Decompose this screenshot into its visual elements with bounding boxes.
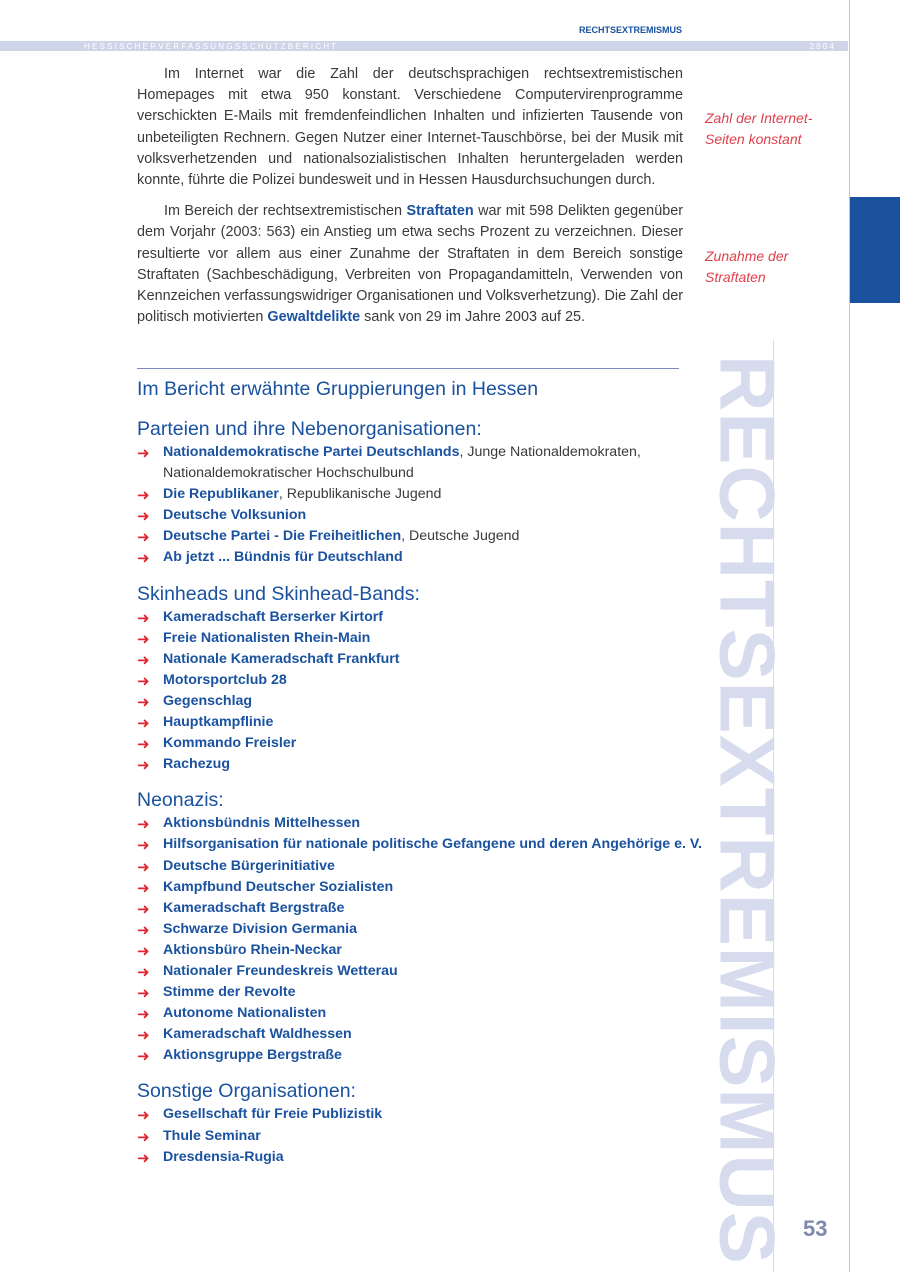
organization-name: Thule Seminar — [163, 1127, 261, 1144]
organization-extra: , Deutsche Jugend — [401, 528, 520, 545]
list-item — [137, 940, 737, 961]
header-year: 2 0 0 4 — [809, 41, 834, 51]
organization-name: Kameradschaft Berserker Kirtorf — [163, 608, 383, 625]
group-3 — [137, 1079, 737, 1167]
list-item — [137, 607, 737, 628]
organization-name: Deutsche Bürgerinitiative — [163, 857, 335, 874]
arrow-right-icon: ➜ — [137, 487, 150, 505]
paragraph-straftaten — [137, 201, 683, 328]
organization-name: Motorsportclub 28 — [163, 671, 287, 688]
list-item — [137, 526, 737, 547]
list-item — [137, 877, 737, 898]
organization-name: Aktionsbüro Rhein-Neckar — [163, 941, 342, 958]
paragraph-text: Im Bereich der rechtsextremistischen — [164, 203, 407, 220]
group-list — [137, 607, 737, 776]
group-list — [137, 813, 737, 1066]
organization-name: Gegenschlag — [163, 692, 253, 709]
organization-name: Gesellschaft für Freie Publizistik — [163, 1106, 383, 1123]
arrow-right-icon: ➜ — [137, 672, 150, 690]
organization-extra: , Junge Nationaldemokraten, Nationaldemokratischer Hochschulbund — [163, 444, 641, 482]
margin-note-straftaten: Zunahme der Straftaten — [705, 248, 789, 285]
arrow-right-icon: ➜ — [137, 942, 150, 960]
group-title: Parteien und ihre Nebenorganisationen: — [137, 418, 482, 440]
organization-name: Kampfbund Deutscher Sozialisten — [163, 878, 394, 895]
organization-name: Aktionsbündnis Mittelhessen — [163, 815, 361, 832]
list-item — [137, 898, 737, 919]
chapter-tab — [850, 197, 900, 303]
arrow-right-icon: ➜ — [137, 609, 150, 627]
paragraph-text: sank von 29 im Jahre 2003 auf 25. — [360, 309, 585, 326]
groups-heading: Im Bericht erwähnte Gruppierungen in Hessen — [137, 378, 539, 400]
body-text — [137, 64, 683, 338]
arrow-right-icon: ➜ — [137, 550, 150, 568]
organization-name: Nationaler Freundeskreis Wetterau — [163, 962, 398, 979]
organization-name: Deutsche Partei - Die Freiheitlichen — [163, 528, 402, 545]
group-1 — [137, 582, 737, 776]
list-item — [137, 961, 737, 982]
arrow-right-icon: ➜ — [137, 445, 150, 462]
section-divider — [137, 368, 679, 369]
group-2 — [137, 788, 737, 1066]
list-item — [137, 691, 737, 712]
arrow-right-icon: ➜ — [137, 715, 150, 733]
organization-name: Ab jetzt ... Bündnis für Deutschland — [163, 549, 403, 566]
list-item — [137, 1045, 737, 1066]
arrow-right-icon: ➜ — [137, 529, 150, 547]
organization-name: Kameradschaft Waldhessen — [163, 1026, 352, 1043]
list-item — [137, 834, 737, 855]
list-item — [137, 670, 737, 691]
list-item — [137, 813, 737, 834]
arrow-right-icon: ➜ — [137, 963, 150, 981]
list-item — [137, 649, 737, 670]
margin-note-internet: Zahl der Internet-Seiten konstant — [705, 110, 813, 147]
group-title: Skinheads und Skinhead-Bands: — [137, 582, 420, 605]
arrow-right-icon: ➜ — [137, 816, 150, 834]
header-band — [0, 41, 848, 51]
arrow-right-icon: ➜ — [137, 651, 150, 669]
list-item — [137, 484, 737, 505]
arrow-right-icon: ➜ — [137, 757, 150, 775]
group-0 — [137, 417, 737, 569]
group-title: Sonstige Organisationen: — [137, 1080, 356, 1103]
organization-name: Autonome Nationalisten — [163, 1005, 327, 1022]
arrow-right-icon: ➜ — [137, 900, 150, 918]
list-item — [137, 856, 737, 877]
arrow-right-icon: ➜ — [137, 1128, 150, 1146]
organization-name: Hilfsorganisation für nationale politische Gefangene und deren Angehörige e. V. — [163, 836, 702, 853]
arrow-right-icon: ➜ — [137, 837, 150, 855]
keyword-gewaltdelikte: Gewaltdelikte — [267, 309, 361, 326]
chapter-watermark: RECHTSEXTREMISMUS — [703, 355, 792, 1265]
list-item — [137, 1147, 737, 1168]
arrow-right-icon: ➜ — [137, 1006, 150, 1024]
organization-name: Rachezug — [163, 756, 231, 773]
running-title: H E S S I S C H E R V E R F A S S U N G S S C H U T Z B E R I C H T — [84, 41, 337, 51]
paragraph-internet: Im Internet war die Zahl der deutschsprachigen rechtsextremistischen Homepages mit etwa 950 konstant. Verschiedene Computervirenprogramme verschickten E-Mails mit fremdenfeindlichen Inhalten und infizierten Tausende von unbeteiligten Rechnern. Gegen Nutzer einer Internet-Tauschbörse, bei der Musik mit volksverhetzenden und nationalsozialistischen Inhalten heruntergeladen werden konnte, führte die Polizei bundesweit und in Hessen Hausdurchsuchungen durch. — [137, 66, 683, 189]
group-title: Neonazis: — [137, 789, 224, 812]
organization-name: Freie Nationalisten Rhein-Main — [163, 629, 371, 646]
arrow-right-icon: ➜ — [137, 985, 150, 1003]
paragraph-text: war mit 598 Delikten gegenüber dem Vorjahr (2003: 563) ein Anstieg um etwa sechs Prozent zu verzeichnen. Dieser resultierte vor allem aus einer Zunahme der Straftaten in dem Bereich sonstige Straftaten (Sachbeschädigung, Verbreiten von Propagandamitteln, Verwenden von Kennzeichen verfassungswidriger Organisationen und Volksverhetzung). Die Zahl der politisch motivierten — [137, 203, 683, 326]
organization-name: Stimme der Revolte — [163, 984, 296, 1001]
arrow-right-icon: ➜ — [137, 1027, 150, 1045]
organization-extra: , Republikanische Jugend — [278, 486, 442, 503]
page-number: 53 — [803, 1216, 828, 1241]
list-item — [137, 628, 737, 649]
arrow-right-icon: ➜ — [137, 858, 150, 876]
groups-section — [137, 374, 737, 1181]
arrow-right-icon: ➜ — [137, 508, 150, 526]
list-item — [137, 754, 737, 775]
organization-name: Dresdensia-Rugia — [163, 1148, 284, 1165]
organization-name: Aktionsgruppe Bergstraße — [163, 1047, 342, 1064]
organization-name: Deutsche Volksunion — [163, 507, 307, 524]
arrow-right-icon: ➜ — [137, 630, 150, 648]
page-edge-rule — [849, 0, 850, 1272]
arrow-right-icon: ➜ — [137, 921, 150, 939]
list-item — [137, 1126, 737, 1147]
organization-name: Nationaldemokratische Partei Deutschlands — [163, 444, 460, 460]
arrow-right-icon: ➜ — [137, 693, 150, 711]
organization-name: Kameradschaft Bergstraße — [163, 899, 345, 916]
list-item — [137, 1024, 737, 1045]
arrow-right-icon: ➜ — [137, 879, 150, 897]
keyword-straftaten: Straftaten — [406, 203, 474, 220]
list-item — [137, 1003, 737, 1024]
organization-name: Nationale Kameradschaft Frankfurt — [163, 650, 400, 667]
group-list — [137, 1104, 737, 1167]
section-tag: RECHTSEXTREMISMUS — [578, 25, 682, 35]
list-item — [137, 712, 737, 733]
list-item — [137, 1104, 737, 1125]
organization-name: Schwarze Division Germania — [163, 920, 357, 937]
list-item — [137, 919, 737, 940]
arrow-right-icon: ➜ — [137, 1149, 150, 1167]
arrow-right-icon: ➜ — [137, 1048, 150, 1066]
list-item — [137, 505, 737, 526]
list-item — [137, 442, 737, 484]
organization-name: Hauptkampflinie — [163, 714, 274, 731]
arrow-right-icon: ➜ — [137, 1107, 150, 1125]
list-item — [137, 982, 737, 1003]
arrow-right-icon: ➜ — [137, 736, 150, 754]
organization-name: Kommando Freisler — [163, 735, 297, 752]
list-item — [137, 547, 737, 568]
group-list — [137, 442, 737, 569]
list-item — [137, 733, 737, 754]
organization-name: Die Republikaner — [163, 486, 279, 503]
